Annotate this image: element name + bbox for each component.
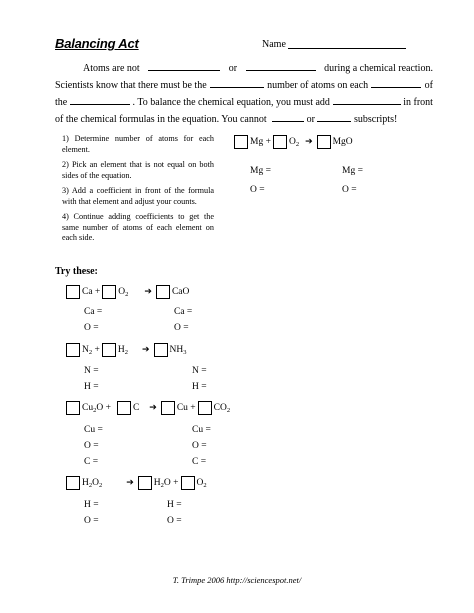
equation-3 [66,401,232,415]
reactant-c: C [132,403,140,413]
coefficient-box[interactable] [66,285,80,299]
formula-part: O [96,403,104,413]
plus-sign: + [94,345,100,355]
product-nh3 [170,345,187,355]
blank-3[interactable] [210,77,264,88]
count-label: O = [84,516,99,526]
product-cao: CaO [171,287,190,297]
coefficient-box[interactable] [102,343,116,357]
text: Scientists know that there must be the [55,80,207,91]
product-h2o [154,478,179,488]
count-label: N = [192,366,207,376]
step-3: 3) Add a coefficient in front of the formula with that element and adjust your counts. [62,186,214,206]
footer-credit: T. Trimpe 2006 http://sciencespot.net/ [172,575,302,585]
reactant-h2o2 [82,478,102,488]
subscript: 3 [183,349,187,356]
worksheet-title: Balancing Act [55,36,139,51]
text: the [55,97,68,108]
formula-part: H [153,478,161,488]
coefficient-box[interactable] [181,476,195,490]
count-label: Ca = [84,307,103,317]
reactant-cu2o [82,403,111,413]
subscript: 2 [88,349,93,356]
count-label: Mg = [250,166,271,176]
reactant-h2 [118,345,128,355]
formula-part: H [82,478,89,488]
intro-paragraph [55,60,433,128]
formula-part: H [117,345,125,355]
reactant-ca: Ca + [82,287,101,297]
plus-sign: + [105,403,111,413]
product-o2 [197,478,207,488]
count-label: H = [167,500,182,510]
formula-part: Cu [82,403,94,413]
paragraph-line-1 [55,60,433,77]
coefficient-box[interactable] [154,343,168,357]
blank-1[interactable] [148,60,220,71]
count-label: O = [167,516,182,526]
count-label: N = [84,366,99,376]
coefficient-box[interactable] [161,401,175,415]
formula-part: N [82,345,89,355]
step-1: 1) Determine number of atoms for each element. [62,134,214,154]
reactant-o2 [118,287,128,297]
count-label: Cu = [192,425,211,435]
equation-4 [66,476,209,490]
count-label: Cu = [84,425,103,435]
count-label: O = [174,323,189,333]
text: of [424,80,433,91]
formula-part: O [196,478,204,488]
equation-2 [66,343,189,357]
count-label: C = [84,457,99,467]
text: or [228,63,238,74]
reactant-o2 [289,137,299,147]
subscript: 2 [99,482,103,489]
formula-part: O [118,287,126,297]
subscript: 2 [295,141,300,148]
equation-1 [66,285,191,299]
text: . To balance the chemical equation, you must add [132,97,330,108]
product-co2 [214,403,230,413]
count-label: H = [192,382,207,392]
blank-6[interactable] [333,94,401,105]
text: during a chemical reaction. [324,63,433,74]
step-2: 2) Pick an element that is not equal on both sides of the equation. [62,160,214,180]
reactant-mg: Mg + [250,137,271,147]
count-label: H = [84,500,99,510]
text: Atoms are not [83,63,140,74]
count-label: O = [192,441,207,451]
arrow-icon: ➔ [126,478,134,488]
arrow-icon: ➔ [141,345,150,355]
example-equation [234,135,355,149]
text: number of atoms on each [267,80,369,91]
text: subscripts! [353,114,398,125]
coefficient-box[interactable] [234,135,248,149]
count-label: Mg = [342,166,363,176]
text: of the chemical formulas in the equation. You cannot [55,114,267,125]
count-label: H = [84,382,99,392]
blank-2[interactable] [246,60,316,71]
coefficient-box[interactable] [117,401,131,415]
coefficient-box[interactable] [102,285,116,299]
subscript: 2 [226,407,231,414]
count-label: C = [192,457,207,467]
paragraph-line-4 [55,111,433,128]
reactant-n2 [82,345,100,355]
count-label: O = [250,185,265,195]
coefficient-box[interactable] [198,401,212,415]
blank-8[interactable] [317,111,351,122]
subscript: 2 [203,482,207,489]
formula-part: O + [163,478,179,488]
coefficient-box[interactable] [156,285,170,299]
formula-part: O [288,137,296,147]
count-label: O = [84,441,99,451]
subscript: 2 [124,349,128,356]
instructions-list [62,134,214,249]
subscript: 2 [93,407,97,414]
formula-part: O [92,478,99,488]
blank-7[interactable] [272,111,304,122]
arrow-icon: ➔ [144,287,152,297]
subscript: 2 [88,482,93,489]
subscript: 2 [125,291,129,298]
arrow-icon: ➔ [149,403,157,413]
coefficient-box[interactable] [273,135,287,149]
product-cu: Cu + [176,403,196,413]
product-mgo: MgO [332,137,353,147]
coefficient-box[interactable] [138,476,152,490]
count-label: O = [84,323,99,333]
count-label: O = [342,185,357,195]
name-blank[interactable] [288,48,406,49]
formula-part: NH [169,345,184,355]
coefficient-box[interactable] [66,401,80,415]
name-label: Name [262,39,286,50]
try-these-heading: Try these: [55,266,98,277]
text: or [306,114,315,125]
coefficient-box[interactable] [66,476,80,490]
paragraph-line-3 [55,94,433,111]
coefficient-box[interactable] [66,343,80,357]
subscript: 2 [160,482,164,489]
formula-part: CO [213,403,227,413]
count-label: Ca = [174,307,193,317]
coefficient-box[interactable] [317,135,331,149]
step-4: 4) Continue adding coefficients to get the same number of atoms of each element on each side. [62,212,214,242]
blank-4[interactable] [371,77,421,88]
text: in front [403,97,433,108]
arrow-icon: ➔ [305,137,313,147]
paragraph-line-2 [55,77,433,94]
blank-5[interactable] [70,94,130,105]
